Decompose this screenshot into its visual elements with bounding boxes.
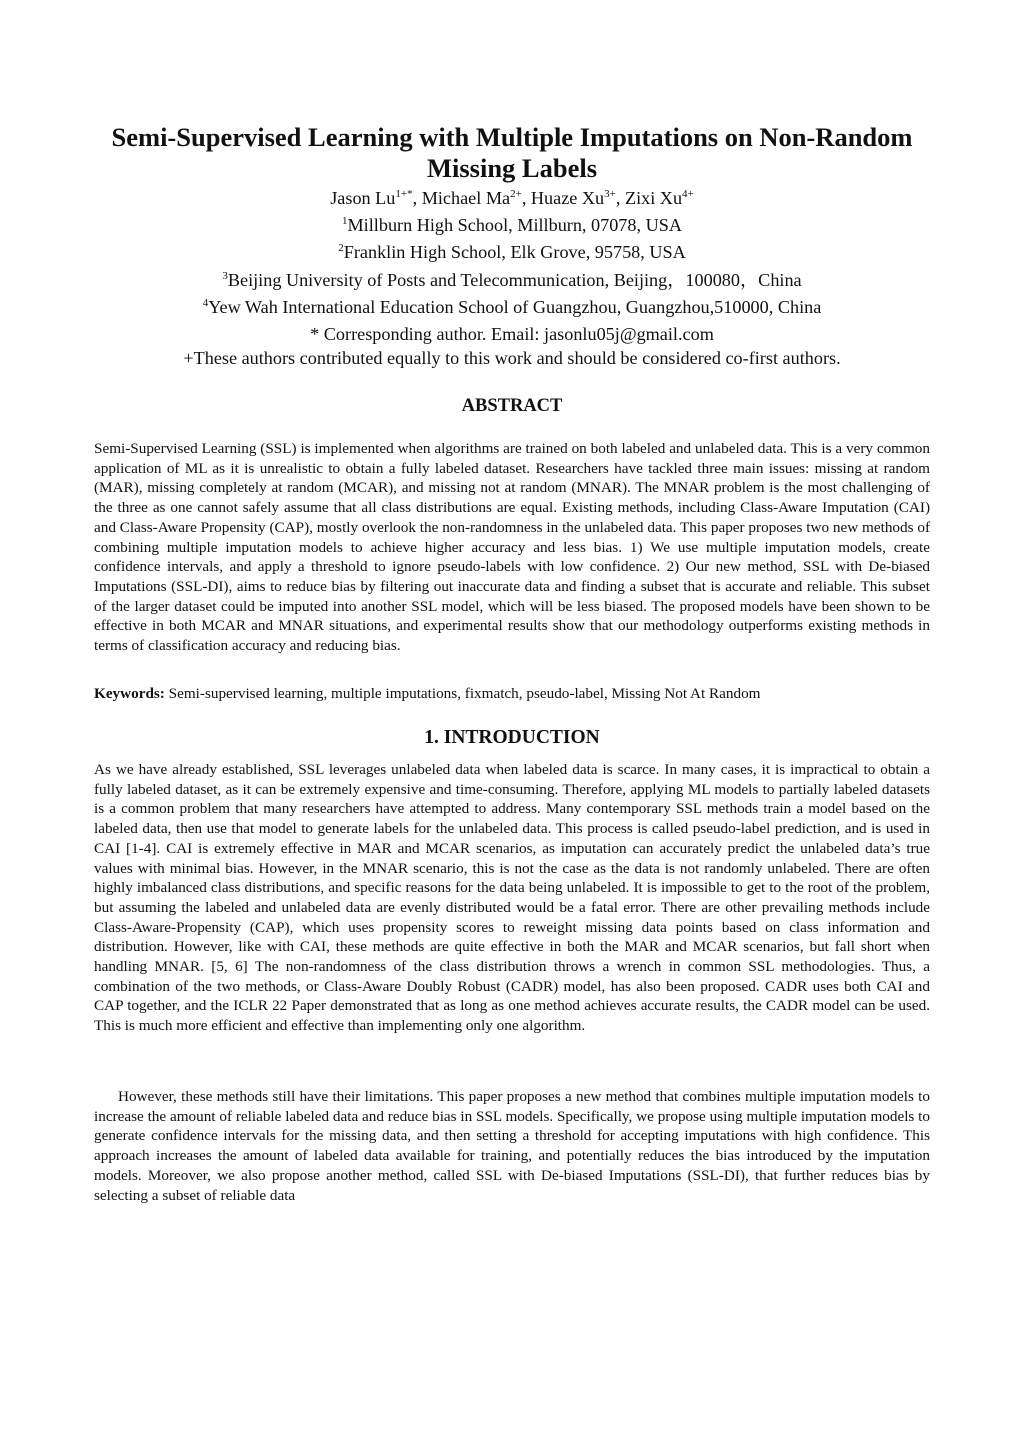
author-name: Michael Ma xyxy=(421,188,511,208)
affiliation-text: Yew Wah International Education School of Guangzhou, Guangzhou,510000, China xyxy=(208,296,822,317)
affiliation-number: 3 xyxy=(222,269,228,282)
corresponding-author: * Corresponding author. Email: jasonlu05j@gmail.com xyxy=(310,324,714,345)
affiliation-number: 4 xyxy=(202,296,209,309)
affiliation-text: Beijing University of Posts and Telecommunication, Beijing，100080，China xyxy=(227,269,802,290)
author-mark: 2+ xyxy=(510,188,522,200)
keywords-label: Keywords: xyxy=(94,685,165,702)
author-name: Huaze Xu xyxy=(530,188,605,208)
keywords-text: Semi-supervised learning, multiple imputations, fixmatch, pseudo-label, Missing Not At Random xyxy=(168,685,761,702)
author-mark: 1+* xyxy=(395,188,413,200)
author-block xyxy=(60,186,964,370)
affiliation-number: 2 xyxy=(338,242,344,255)
affiliation-1 xyxy=(60,213,964,240)
paper-title: Semi-Supervised Learning with Multiple Imputations on Non-Random Missing Labels xyxy=(111,122,913,183)
author-mark: 3+ xyxy=(604,188,616,200)
equal-contribution-note: +These authors contributed equally to this work and should be considered co-first authors. xyxy=(183,348,841,369)
affiliation-4 xyxy=(60,295,964,322)
author-mark: 4+ xyxy=(682,188,694,200)
keywords xyxy=(94,684,930,704)
affiliation-text: Millburn High School, Millburn, 07078, USA xyxy=(347,215,682,236)
affiliation-2 xyxy=(60,240,964,267)
affiliation-number: 1 xyxy=(342,215,348,228)
author-list: Jason $Lu^{1+*}$, Michael $Ma^{2+}$, Huaze $Xu^{3+}$, Zixi $Xu^{4+}$ xyxy=(330,188,694,208)
abstract-text: Semi-Supervised Learning (SSL) is implemented when algorithms are trained on both labeled and unlabeled data. This is a very common application of ML as it is unrealistic to obtain a fully labeled dataset. Researchers have tackled three main issues: missing at random (MAR), missing completely at random (MCAR), and missing not at random (MNAR). The MNAR problem is the most challenging of the three as one cannot safely assume that all class distributions are equal. Existing methods, including Class-Aware Imputation (CAI) and Class-Aware Propensity (CAP), mostly overlook the non-randomness in the unlabeled data. This paper proposes two new methods of combining multiple imputation models to achieve higher accuracy and less bias. 1) We use multiple imputation models, create confidence intervals, and apply a threshold to ignore pseudo-labels with low confidence. 2) Our new method, SSL with De-biased Imputations (SSL-DI), aims to reduce bias by filtering out inaccurate data and finding a subset that is accurate and reliable. This subset of the larger dataset could be imputed into another SSL model, which will be less biased. The proposed models have been shown to be effective in both MCAR and MNAR situations, and experimental results show that our methodology outperforms existing methods in terms of classification accuracy and reducing bias. xyxy=(94,440,930,655)
introduction-paragraph-2: However, these methods still have their limitations. This paper proposes a new method that combines multiple imputation models to increase the amount of reliable labeled data and reduce bias in SSL models. Specifically, we propose using multiple imputation models to generate confidence intervals for the missing data, and then setting a threshold for accepting imputations with high confidence. This approach increases the amount of labeled data available for training, and potentially reduces the bias introduced by the imputation models. Moreover, we also propose another method, called SSL with De-biased Imputations (SSL-DI), that further reduces bias by selecting a subset of reliable data xyxy=(94,1088,930,1204)
introduction-paragraph-1: As we have already established, SSL leverages unlabeled data when labeled data is scarce. In many cases, it is impractical to obtain a fully labeled dataset, as it can be extremely expensive and time-consuming. Therefore, applying ML models to partially labeled datasets is a common problem that many researchers have attempted to address. Many contemporary SSL methods train a model based on the labeled data, then use that model to generate labels for the unlabeled data. This process is called pseudo-label prediction, and is used in CAI [1-4]. CAI is extremely effective in MAR and MCAR scenarios, as imputation can accurately predict the unlabeled data’s true values with minimal bias. However, in the MNAR scenario, this is not the case as the data is not randomly unlabeled. There are often highly imbalanced class distributions, and specific reasons for the data being unlabeled. It is impossible to get to the root of the problem, but assuming the labeled and unlabeled data are evenly distributed would be a fatal error. There are other prevailing methods include Class-Aware-Propensity (CAP), which uses propensity scores to reweight missing data points based on class information and distribution. However, like with CAI, these methods are quite effective in both the MAR and MCAR scenarios, but fall short when handling MNAR. [5, 6] The non-randomness of the class distribution throws a wrench in common SSL methodologies. Thus, a combination of the two methods, or Class-Aware Doubly Robust (CADR) model, has also been proposed. CADR uses both CAI and CAP together, and the ICLR 22 Paper demonstrated that as long as one method achieves accurate results, the CADR model can be used. This is much more efficient and effective than implementing only one algorithm. xyxy=(94,761,930,1035)
abstract-heading: ABSTRACT xyxy=(461,396,563,416)
affiliation-3 xyxy=(60,268,964,295)
affiliation-text: Franklin High School, Elk Grove, 95758, USA xyxy=(343,242,686,263)
introduction-heading: 1. INTRODUCTION xyxy=(424,727,600,748)
author-name: Jason Lu xyxy=(330,188,396,208)
author-name: Zixi Xu xyxy=(624,188,683,208)
